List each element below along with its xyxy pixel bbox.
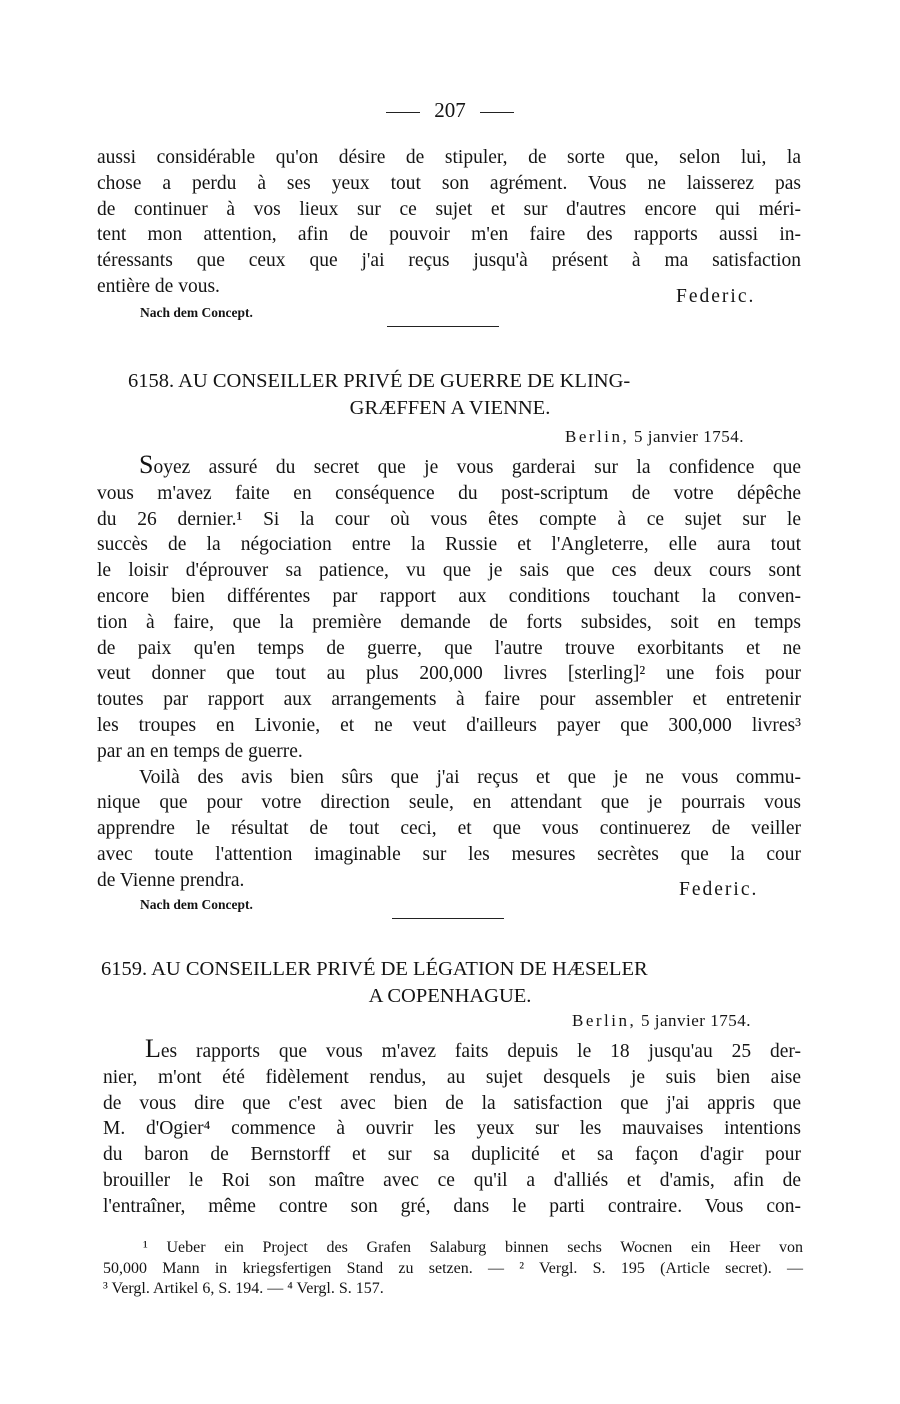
header-dash-left [386,112,420,113]
dateline [572,1011,751,1031]
text-line [103,1036,801,1065]
footnotes [103,1238,803,1300]
text-line: vous m'avez faite en conséquence du post-scriptum de votre dépêche [97,482,801,504]
text-line: de Vienne prendra. [97,869,245,891]
text-line: le loisir d'éprouver sa patience, vu que je sais que ces deux cours sont [97,560,801,582]
text-line: par an en temps de guerre. [97,740,303,762]
text-line: tion à faire, que la première demande de forts subsides, soit en temps [97,611,801,633]
source-note: Nach dem Concept. [140,305,253,320]
text-line: de continuer à vos lieux sur ce sujet et sur d'autres encore qui méri- [97,198,801,220]
text-line: succès de la négociation entre la Russie et l'Angleterre, elle aura tout [97,534,801,556]
text-line [97,452,801,481]
text-fragment: oyez assuré du secret que je vous garderai sur la confidence que [153,457,801,478]
text-line: du baron de Bernstorff et sur sa duplicité et sa façon d'agir pour [103,1144,801,1166]
page-number: 207 [434,98,466,122]
footnote-line: 50,000 Mann in kriegsfertigen Stand zu setzen. — ² Vergl. S. 195 (Article secret). — [103,1259,803,1277]
signature: Federic. [676,286,756,307]
date-text: 5 janvier 1754. [641,1011,751,1030]
heading-line: 6158. AU CONSEILLER PRIVÉ DE GUERRE DE KLING- [128,370,631,392]
text-line: chose a perdu à ses yeux tout son agrément. Vous ne laisserez pas [97,172,801,194]
text-line: nier, m'ont été fidèlement rendus, au sujet desquels je suis bien aise [103,1066,801,1088]
text-line: de vous dire que c'est avec bien de la satisfaction que j'ai appris que [103,1092,801,1114]
date-city: Berlin, [572,1011,637,1030]
footnote-line: ¹ Ueber ein Project des Grafen Salaburg binnen sechs Wocnen ein Heer von [143,1239,803,1256]
text-line: tent mon attention, afin de pouvoir m'en faire des rapports aussi in- [97,224,801,246]
signature: Federic. [679,879,759,900]
date-city: Berlin, [565,427,630,446]
source-note: Nach dem Concept. [140,897,253,912]
text-line: de paix qu'en temps de guerre, que l'autre trouve exorbitants et ne [97,637,801,659]
text-line: brouiller le Roi son maître avec ce qu'il a d'alliés et d'amis, afin de [103,1169,801,1191]
section-divider [392,918,504,919]
dateline [565,427,744,447]
text-line: M. d'Ogier⁴ commence à ouvrir les yeux sur les mauvaises intentions [103,1118,801,1140]
text-line: entière de vous. [97,275,220,297]
text-line: du 26 dernier.¹ Si la cour où vous êtes compte à ce sujet sur le [97,508,801,530]
continuation-text [97,145,801,300]
text-line: l'entraîner, même contre son gré, dans le parti contraire. Vous con- [103,1195,801,1217]
text-line: apprendre le résultat de tout ceci, et que vous continuerez de veiller [97,818,801,840]
letter-body [103,1036,801,1220]
letter-heading [0,368,900,422]
text-fragment: es rapports que vous m'avez faits depuis le 18 jusqu'au 25 der- [160,1041,801,1062]
heading-line: A COPENHAGUE. [368,985,532,1007]
date-text: 5 janvier 1754. [634,427,744,446]
text-line: les troupes en Livonie, et ne veut d'ailleurs payer que 300,000 livres³ [97,714,801,736]
heading-line: 6159. AU CONSEILLER PRIVÉ DE LÉGATION DE HÆSELER [101,958,648,980]
text-line: Voilà des avis bien sûrs que j'ai reçus et que je ne vous commu- [139,766,801,788]
page-header [0,98,900,123]
letter-heading [0,956,900,1010]
letter-body [97,452,801,894]
text-line: aussi considérable qu'on désire de stipuler, de sorte que, selon lui, la [97,147,801,168]
text-line: téressants que ceux que j'ai reçus jusqu'à présent à ma satisfaction [97,250,801,272]
text-line: nique que pour votre direction seule, en attendant que je pourrais vous [97,792,801,814]
text-line: avec toute l'attention imaginable sur les mesures secrètes que la cour [97,843,801,865]
drop-cap: L [145,1034,161,1063]
text-line: toutes par rapport aux arrangements à faire pour assembler et entretenir [97,689,801,711]
drop-cap: S [139,450,154,479]
header-dash-right [480,112,514,113]
text-line: veut donner que tout au plus 200,000 livres [sterling]² une fois pour [97,663,801,685]
text-line: encore bien différentes par rapport aux conditions touchant la conven- [97,585,801,607]
section-divider [387,326,499,327]
heading-line: GRÆFFEN A VIENNE. [349,397,551,419]
footnote-line: ³ Vergl. Artikel 6, S. 194. — ⁴ Vergl. S. 157. [103,1280,384,1297]
